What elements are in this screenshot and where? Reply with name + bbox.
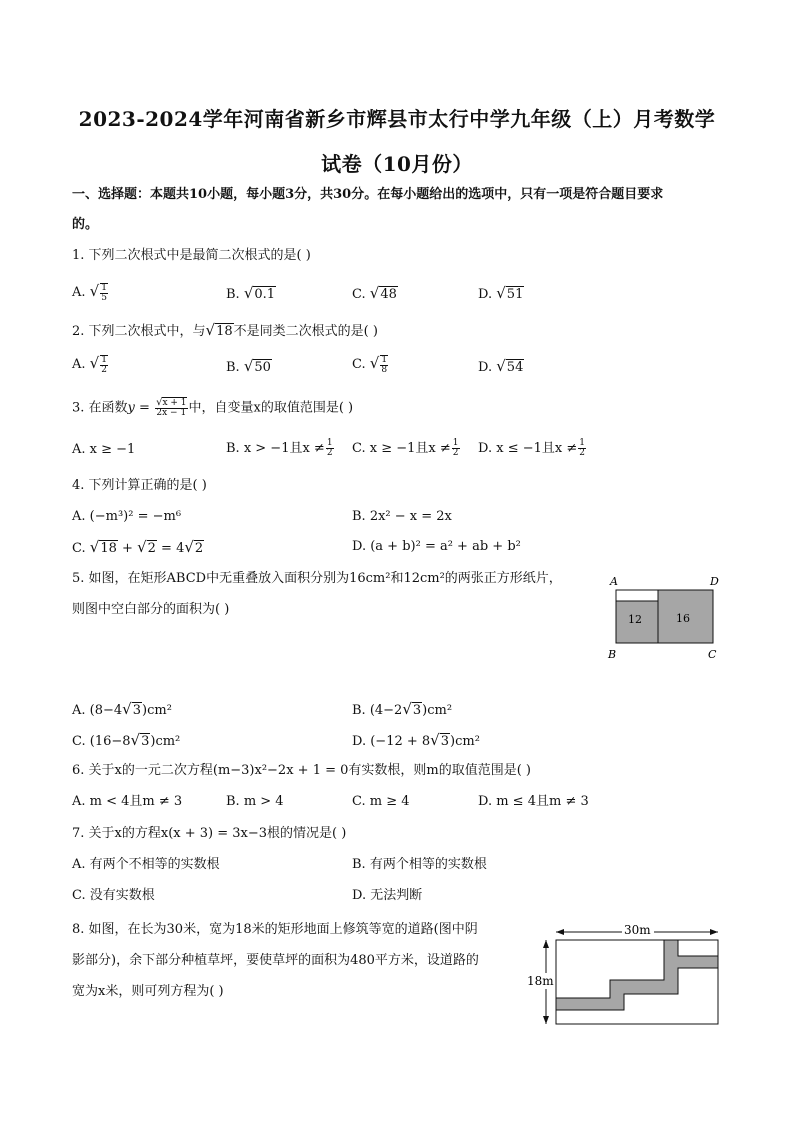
- q3-option-c: C. x ≥ −1且x ≠ $\frac{1}{2}$: [352, 438, 459, 458]
- vertex-d: D: [710, 575, 719, 588]
- arrow-right-icon: [710, 929, 718, 935]
- q8-stem-line3: 宽为x米，则可列方程为( ): [72, 984, 224, 999]
- vertex-c: C: [708, 648, 717, 661]
- height-label: 18m: [527, 974, 554, 988]
- section-instructions-line2: 的。: [72, 217, 99, 232]
- q3-option-a: A. x ≥ −1: [72, 442, 136, 457]
- q3-option-b: B. x > −1且x ≠ $\frac{1}{2}$: [226, 438, 333, 458]
- q2-option-a: A. √ $\frac{1}{2}$: [72, 354, 107, 375]
- section-instructions-line1: 一、选择题：本题共10小题，每小题3分，共30分。在每小题给出的选项中，只有一项是符合题目要求: [72, 187, 664, 202]
- arrow-up-icon: [543, 940, 549, 948]
- q1-option-a: A. √ $\frac{1}{5}$: [72, 282, 107, 303]
- q4-stem: 4. 下列计算正确的是( ): [72, 478, 207, 493]
- q5-option-c: C. (16−8√3)cm²: [72, 731, 181, 749]
- q4-option-c: C. √18 + √2 = 4√2: [72, 538, 204, 556]
- label-16: 16: [676, 612, 690, 625]
- q2-stem: 2. 下列二次根式中，与√18不是同类二次根式的是( ): [72, 321, 378, 339]
- q4-option-b: B. 2x² − x = 2x: [352, 509, 452, 524]
- q7-option-b: B. 有两个相等的实数根: [352, 857, 487, 872]
- arrow-down-icon: [543, 1016, 549, 1024]
- q1-option-c: C. √48: [352, 284, 397, 302]
- q2-option-b: B. √50: [226, 357, 271, 375]
- q5-stem-line2: 则图中空白部分的面积为( ): [72, 602, 230, 617]
- arrow-left-icon: [556, 929, 564, 935]
- q6-option-a: A. m < 4且m ≠ 3: [72, 794, 183, 809]
- q7-option-d: D. 无法判断: [352, 888, 423, 903]
- q5-option-d: D. (−12 + 8√3)cm²: [352, 731, 480, 749]
- q6-stem: 6. 关于x的一元二次方程(m−3)x²−2x + 1 = 0有实数根，则m的取值范围是( ): [72, 763, 531, 778]
- width-label: 30m: [624, 923, 651, 937]
- q7-stem: 7. 关于x的方程x(x + 3) = 3x−3根的情况是( ): [72, 826, 347, 841]
- q7-option-c: C. 没有实数根: [72, 888, 155, 903]
- q5-option-b: B. (4−2√3)cm²: [352, 700, 453, 718]
- q7-option-a: A. 有两个不相等的实数根: [72, 857, 220, 872]
- q1-stem: 1. 下列二次根式中是最简二次根式的是( ): [72, 248, 311, 263]
- q1-option-b: B. √0.1: [226, 284, 276, 302]
- vertex-a: A: [610, 575, 618, 588]
- q2-option-c: C. √ $\frac{1}{8}$: [352, 354, 388, 375]
- q3-stem: 3. 在函数y = $\frac{√x + 1}{2x - 1}$ 中，自变量x的取值范围是( ): [72, 397, 354, 418]
- q1-option-d: D. √51: [478, 284, 524, 302]
- vertex-b: B: [608, 648, 617, 661]
- q6-option-b: B. m > 4: [226, 794, 284, 809]
- q4-option-d: D. (a + b)² = a² + ab + b²: [352, 539, 521, 554]
- exam-title-line1: 2023-2024学年河南省新乡市辉县市太行中学九年级（上）月考数学: [78, 107, 716, 131]
- label-12: 12: [628, 613, 642, 626]
- exam-title-line2: 试卷（10月份）: [321, 152, 473, 176]
- q6-option-c: C. m ≥ 4: [352, 794, 410, 809]
- q2-option-d: D. √54: [478, 357, 524, 375]
- q8-stem-line1: 8. 如图，在长为30米，宽为18米的矩形地面上修筑等宽的道路(图中阴: [72, 922, 478, 937]
- q8-stem-line2: 影部分)，余下部分种植草坪，要使草坪的面积为480平方米，设道路的: [72, 953, 479, 968]
- q5-stem-line1: 5. 如图，在矩形ABCD中无重叠放入面积分别为16cm²和12cm²的两张正方形纸片，: [72, 571, 562, 586]
- q3-option-d: D. x ≤ −1且x ≠ $\frac{1}{2}$: [478, 438, 585, 458]
- q8-road-figure: [522, 918, 722, 1030]
- q5-rectangle-figure: [604, 572, 724, 664]
- q6-option-d: D. m ≤ 4且m ≠ 3: [478, 794, 589, 809]
- q4-option-a: A. (−m³)² = −m⁶: [72, 509, 182, 524]
- q5-option-a: A. (8−4√3)cm²: [72, 700, 172, 718]
